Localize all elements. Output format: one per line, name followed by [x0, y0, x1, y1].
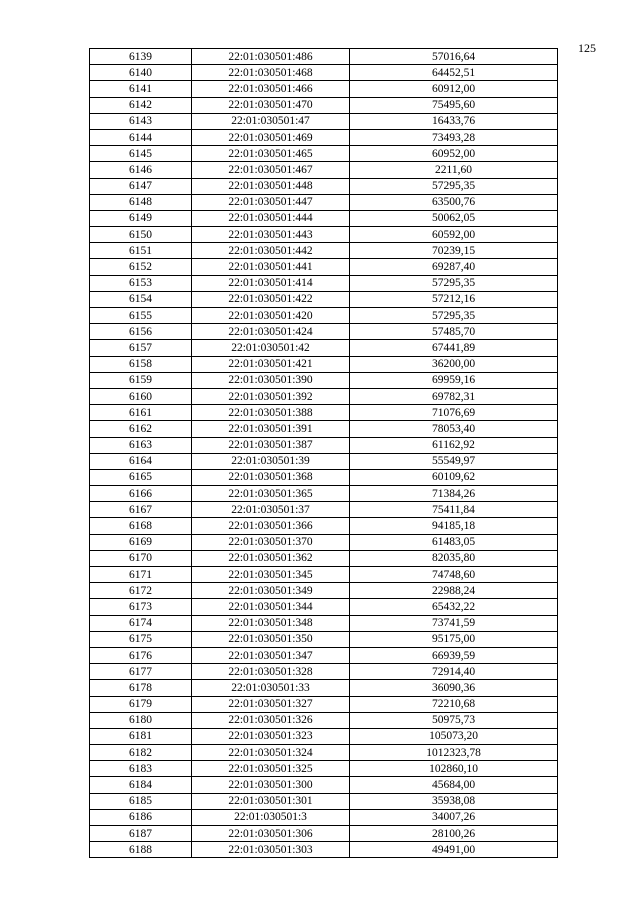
cadastral-number-cell: 22:01:030501:447 [192, 194, 350, 210]
table-row [90, 793, 558, 809]
row-number-cell: 6159 [90, 372, 192, 388]
table-row [90, 275, 558, 291]
table-row [90, 227, 558, 243]
row-number-cell: 6183 [90, 761, 192, 777]
table-row [90, 486, 558, 502]
table-row [90, 97, 558, 113]
row-number-cell: 6179 [90, 696, 192, 712]
cadastral-value-cell: 75495,60 [350, 97, 558, 113]
row-number-cell: 6188 [90, 842, 192, 858]
cadastral-number-cell: 22:01:030501:467 [192, 162, 350, 178]
table-row [90, 761, 558, 777]
row-number-cell: 6169 [90, 534, 192, 550]
cadastral-number-cell: 22:01:030501:37 [192, 502, 350, 518]
cadastral-number-cell: 22:01:030501:414 [192, 275, 350, 291]
cadastral-value-cell: 67441,89 [350, 340, 558, 356]
cadastral-number-cell: 22:01:030501:345 [192, 567, 350, 583]
cadastral-value-cell: 64452,51 [350, 65, 558, 81]
cadastral-number-cell: 22:01:030501:441 [192, 259, 350, 275]
cadastral-value-cell: 73493,28 [350, 129, 558, 145]
cadastral-value-cell: 57485,70 [350, 324, 558, 340]
cadastral-number-cell: 22:01:030501:306 [192, 826, 350, 842]
table-row [90, 405, 558, 421]
table-row [90, 599, 558, 615]
row-number-cell: 6156 [90, 324, 192, 340]
table-row [90, 696, 558, 712]
row-number-cell: 6154 [90, 291, 192, 307]
cadastral-value-cell: 75411,84 [350, 502, 558, 518]
table-body [90, 49, 558, 858]
row-number-cell: 6165 [90, 469, 192, 485]
cadastral-number-cell: 22:01:030501:366 [192, 518, 350, 534]
cadastral-value-cell: 60109,62 [350, 469, 558, 485]
row-number-cell: 6178 [90, 680, 192, 696]
table-row [90, 437, 558, 453]
table-row [90, 113, 558, 129]
table-row [90, 162, 558, 178]
cadastral-number-cell: 22:01:030501:347 [192, 647, 350, 663]
cadastral-number-cell: 22:01:030501:300 [192, 777, 350, 793]
row-number-cell: 6175 [90, 631, 192, 647]
cadastral-number-cell: 22:01:030501:443 [192, 227, 350, 243]
table-row [90, 453, 558, 469]
table-row [90, 469, 558, 485]
row-number-cell: 6158 [90, 356, 192, 372]
row-number-cell: 6151 [90, 243, 192, 259]
cadastral-number-cell: 22:01:030501:33 [192, 680, 350, 696]
cadastral-value-cell: 36200,00 [350, 356, 558, 372]
cadastral-number-cell: 22:01:030501:301 [192, 793, 350, 809]
row-number-cell: 6163 [90, 437, 192, 453]
row-number-cell: 6145 [90, 146, 192, 162]
cadastral-value-cell: 65432,22 [350, 599, 558, 615]
table-row [90, 728, 558, 744]
cadastral-value-cell: 63500,76 [350, 194, 558, 210]
table-row [90, 178, 558, 194]
row-number-cell: 6185 [90, 793, 192, 809]
row-number-cell: 6157 [90, 340, 192, 356]
table-row [90, 647, 558, 663]
row-number-cell: 6177 [90, 664, 192, 680]
cadastral-number-cell: 22:01:030501:326 [192, 712, 350, 728]
row-number-cell: 6161 [90, 405, 192, 421]
table-row [90, 372, 558, 388]
cadastral-value-cell: 71384,26 [350, 486, 558, 502]
cadastral-number-cell: 22:01:030501:420 [192, 308, 350, 324]
cadastral-number-cell: 22:01:030501:42 [192, 340, 350, 356]
row-number-cell: 6187 [90, 826, 192, 842]
row-number-cell: 6143 [90, 113, 192, 129]
cadastral-number-cell: 22:01:030501:350 [192, 631, 350, 647]
table-row [90, 146, 558, 162]
cadastral-number-cell: 22:01:030501:349 [192, 583, 350, 599]
table-row [90, 550, 558, 566]
row-number-cell: 6160 [90, 388, 192, 404]
cadastral-number-cell: 22:01:030501:323 [192, 728, 350, 744]
cadastral-number-cell: 22:01:030501:362 [192, 550, 350, 566]
cadastral-number-cell: 22:01:030501:39 [192, 453, 350, 469]
table-row [90, 567, 558, 583]
table-row [90, 712, 558, 728]
table-row [90, 356, 558, 372]
table-row [90, 324, 558, 340]
row-number-cell: 6167 [90, 502, 192, 518]
row-number-cell: 6164 [90, 453, 192, 469]
table-row [90, 680, 558, 696]
cadastral-value-cell: 35938,08 [350, 793, 558, 809]
cadastral-number-cell: 22:01:030501:468 [192, 65, 350, 81]
table-row [90, 308, 558, 324]
table-row [90, 745, 558, 761]
cadastral-value-cell: 34007,26 [350, 809, 558, 825]
cadastral-value-cell: 45684,00 [350, 777, 558, 793]
table-row [90, 777, 558, 793]
cadastral-value-cell: 50062,05 [350, 210, 558, 226]
cadastral-value-cell: 72210,68 [350, 696, 558, 712]
cadastral-number-cell: 22:01:030501:392 [192, 388, 350, 404]
cadastral-value-cell: 105073,20 [350, 728, 558, 744]
cadastral-value-cell: 50975,73 [350, 712, 558, 728]
row-number-cell: 6147 [90, 178, 192, 194]
table-row [90, 809, 558, 825]
row-number-cell: 6176 [90, 647, 192, 663]
row-number-cell: 6173 [90, 599, 192, 615]
row-number-cell: 6141 [90, 81, 192, 97]
cadastral-number-cell: 22:01:030501:325 [192, 761, 350, 777]
cadastral-value-cell: 22988,24 [350, 583, 558, 599]
cadastral-number-cell: 22:01:030501:328 [192, 664, 350, 680]
row-number-cell: 6170 [90, 550, 192, 566]
cadastral-number-cell: 22:01:030501:465 [192, 146, 350, 162]
cadastral-value-cell: 69287,40 [350, 259, 558, 275]
cadastral-value-cell: 78053,40 [350, 421, 558, 437]
cadastral-number-cell: 22:01:030501:387 [192, 437, 350, 453]
table-row [90, 615, 558, 631]
cadastral-value-cell: 66939,59 [350, 647, 558, 663]
table-row [90, 502, 558, 518]
cadastral-value-cell: 72914,40 [350, 664, 558, 680]
cadastral-number-cell: 22:01:030501:391 [192, 421, 350, 437]
table-row [90, 421, 558, 437]
cadastral-number-cell: 22:01:030501:370 [192, 534, 350, 550]
cadastral-value-cell: 82035,80 [350, 550, 558, 566]
cadastral-number-cell: 22:01:030501:327 [192, 696, 350, 712]
table-row [90, 826, 558, 842]
cadastral-value-cell: 61483,05 [350, 534, 558, 550]
cadastral-number-cell: 22:01:030501:344 [192, 599, 350, 615]
table-row [90, 518, 558, 534]
table-row [90, 65, 558, 81]
cadastral-value-cell: 2211,60 [350, 162, 558, 178]
cadastral-number-cell: 22:01:030501:390 [192, 372, 350, 388]
cadastral-number-cell: 22:01:030501:422 [192, 291, 350, 307]
cadastral-value-cell: 94185,18 [350, 518, 558, 534]
cadastral-number-cell: 22:01:030501:442 [192, 243, 350, 259]
row-number-cell: 6174 [90, 615, 192, 631]
cadastral-value-cell: 60912,00 [350, 81, 558, 97]
cadastral-value-cell: 28100,26 [350, 826, 558, 842]
row-number-cell: 6171 [90, 567, 192, 583]
cadastral-value-cell: 55549,97 [350, 453, 558, 469]
table-row [90, 81, 558, 97]
cadastral-value-cell: 71076,69 [350, 405, 558, 421]
cadastral-value-cell: 102860,10 [350, 761, 558, 777]
table-row [90, 49, 558, 65]
table-row [90, 129, 558, 145]
cadastral-number-cell: 22:01:030501:324 [192, 745, 350, 761]
row-number-cell: 6155 [90, 308, 192, 324]
page-number: 125 [578, 41, 596, 55]
cadastral-value-cell: 74748,60 [350, 567, 558, 583]
row-number-cell: 6180 [90, 712, 192, 728]
cadastral-number-cell: 22:01:030501:448 [192, 178, 350, 194]
cadastral-value-cell: 95175,00 [350, 631, 558, 647]
row-number-cell: 6146 [90, 162, 192, 178]
cadastral-value-cell: 57295,35 [350, 178, 558, 194]
cadastral-value-cell: 36090,36 [350, 680, 558, 696]
row-number-cell: 6166 [90, 486, 192, 502]
cadastral-value-cell: 60952,00 [350, 146, 558, 162]
cadastral-value-cell: 16433,76 [350, 113, 558, 129]
cadastral-value-cell: 57016,64 [350, 49, 558, 65]
cadastral-number-cell: 22:01:030501:3 [192, 809, 350, 825]
table-row [90, 259, 558, 275]
row-number-cell: 6172 [90, 583, 192, 599]
cadastral-value-cell: 49491,00 [350, 842, 558, 858]
table-row [90, 210, 558, 226]
table-row [90, 340, 558, 356]
table-row [90, 194, 558, 210]
row-number-cell: 6162 [90, 421, 192, 437]
cadastral-number-cell: 22:01:030501:303 [192, 842, 350, 858]
cadastral-number-cell: 22:01:030501:470 [192, 97, 350, 113]
cadastral-number-cell: 22:01:030501:469 [192, 129, 350, 145]
row-number-cell: 6182 [90, 745, 192, 761]
cadastral-number-cell: 22:01:030501:388 [192, 405, 350, 421]
cadastral-number-cell: 22:01:030501:444 [192, 210, 350, 226]
row-number-cell: 6142 [90, 97, 192, 113]
cadastral-value-cell: 57295,35 [350, 275, 558, 291]
cadastral-number-cell: 22:01:030501:486 [192, 49, 350, 65]
cadastral-value-table [89, 48, 558, 858]
cadastral-value-cell: 69959,16 [350, 372, 558, 388]
table-row [90, 243, 558, 259]
cadastral-value-cell: 57295,35 [350, 308, 558, 324]
row-number-cell: 6181 [90, 728, 192, 744]
row-number-cell: 6184 [90, 777, 192, 793]
row-number-cell: 6140 [90, 65, 192, 81]
row-number-cell: 6149 [90, 210, 192, 226]
row-number-cell: 6148 [90, 194, 192, 210]
row-number-cell: 6186 [90, 809, 192, 825]
row-number-cell: 6168 [90, 518, 192, 534]
row-number-cell: 6152 [90, 259, 192, 275]
cadastral-value-cell: 57212,16 [350, 291, 558, 307]
cadastral-number-cell: 22:01:030501:424 [192, 324, 350, 340]
cadastral-value-cell: 73741,59 [350, 615, 558, 631]
cadastral-number-cell: 22:01:030501:348 [192, 615, 350, 631]
table-row [90, 842, 558, 858]
cadastral-value-cell: 70239,15 [350, 243, 558, 259]
cadastral-number-cell: 22:01:030501:365 [192, 486, 350, 502]
row-number-cell: 6144 [90, 129, 192, 145]
cadastral-value-cell: 1012323,78 [350, 745, 558, 761]
cadastral-number-cell: 22:01:030501:47 [192, 113, 350, 129]
table-row [90, 664, 558, 680]
table-row [90, 291, 558, 307]
table-row [90, 388, 558, 404]
cadastral-number-cell: 22:01:030501:466 [192, 81, 350, 97]
cadastral-number-cell: 22:01:030501:368 [192, 469, 350, 485]
cadastral-value-cell: 61162,92 [350, 437, 558, 453]
table-row [90, 631, 558, 647]
cadastral-value-cell: 60592,00 [350, 227, 558, 243]
table-row [90, 583, 558, 599]
cadastral-number-cell: 22:01:030501:421 [192, 356, 350, 372]
table-row [90, 534, 558, 550]
row-number-cell: 6139 [90, 49, 192, 65]
cadastral-value-cell: 69782,31 [350, 388, 558, 404]
row-number-cell: 6153 [90, 275, 192, 291]
row-number-cell: 6150 [90, 227, 192, 243]
